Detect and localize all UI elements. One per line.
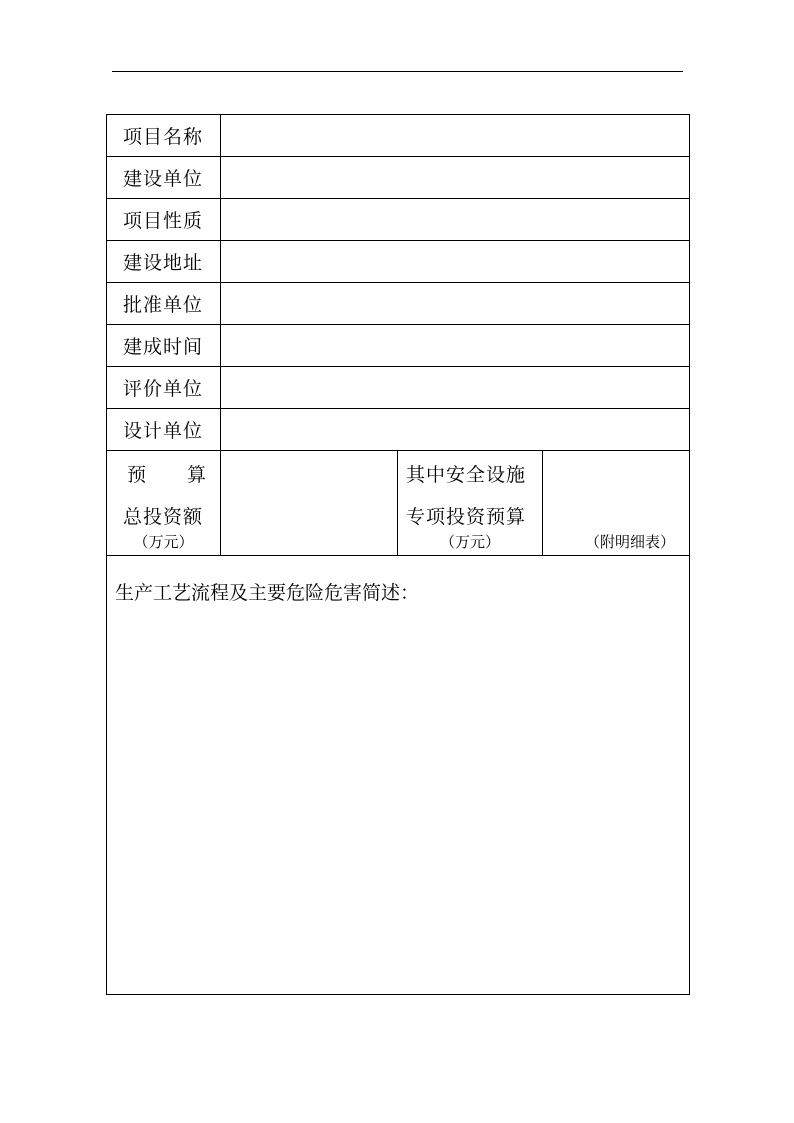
design-unit-field[interactable] [221,409,690,451]
description-cell[interactable] [107,556,690,995]
budget-label-line2: 总投资额 [123,506,204,528]
safety-budget-label-cell [398,451,543,556]
project-name-label: 项目名称 [107,115,221,157]
approval-unit-field[interactable] [221,283,690,325]
construction-unit-label: 建设单位 [107,157,221,199]
design-unit-label: 设计单位 [107,409,221,451]
form-row-construction-unit [107,157,690,199]
evaluation-unit-label: 评价单位 [107,367,221,409]
completion-time-label: 建成时间 [107,325,221,367]
safety-budget-field[interactable] [543,451,689,555]
project-name-field[interactable] [221,115,690,157]
budget-total-field[interactable] [221,451,398,556]
form-row-budget [107,451,690,556]
budget-label-char-1: 预 [127,464,147,486]
budget-label-cell [107,451,221,556]
budget-label [107,451,220,555]
description-title: 生产工艺流程及主要危险危害简述： [115,582,420,604]
budget-unit: （万元） [133,533,194,551]
safety-budget-unit: （万元） [439,533,500,551]
safety-budget-label-line1: 其中安全设施 [406,464,527,486]
safety-budget-field-cell[interactable] [543,451,690,556]
form-row-design-unit [107,409,690,451]
form-row-evaluation-unit [107,367,690,409]
form-row-project-nature [107,199,690,241]
safety-budget-label [398,451,542,555]
safety-budget-label-line2: 专项投资预算 [406,506,527,528]
budget-label-char-2: 算 [186,464,206,486]
form-row-construction-address [107,241,690,283]
form-row-completion-time [107,325,690,367]
form-row-description [107,556,690,995]
construction-address-label: 建设地址 [107,241,221,283]
form-row-approval-unit [107,283,690,325]
attachment-note: （附明细表） [585,533,676,551]
approval-unit-label: 批准单位 [107,283,221,325]
project-info-form [106,114,690,995]
form-row-project-name [107,115,690,157]
project-nature-label: 项目性质 [107,199,221,241]
header-rule [112,71,683,72]
completion-time-field[interactable] [221,325,690,367]
evaluation-unit-field[interactable] [221,367,690,409]
construction-unit-field[interactable] [221,157,690,199]
budget-label-line1 [127,460,206,487]
construction-address-field[interactable] [221,241,690,283]
project-nature-field[interactable] [221,199,690,241]
